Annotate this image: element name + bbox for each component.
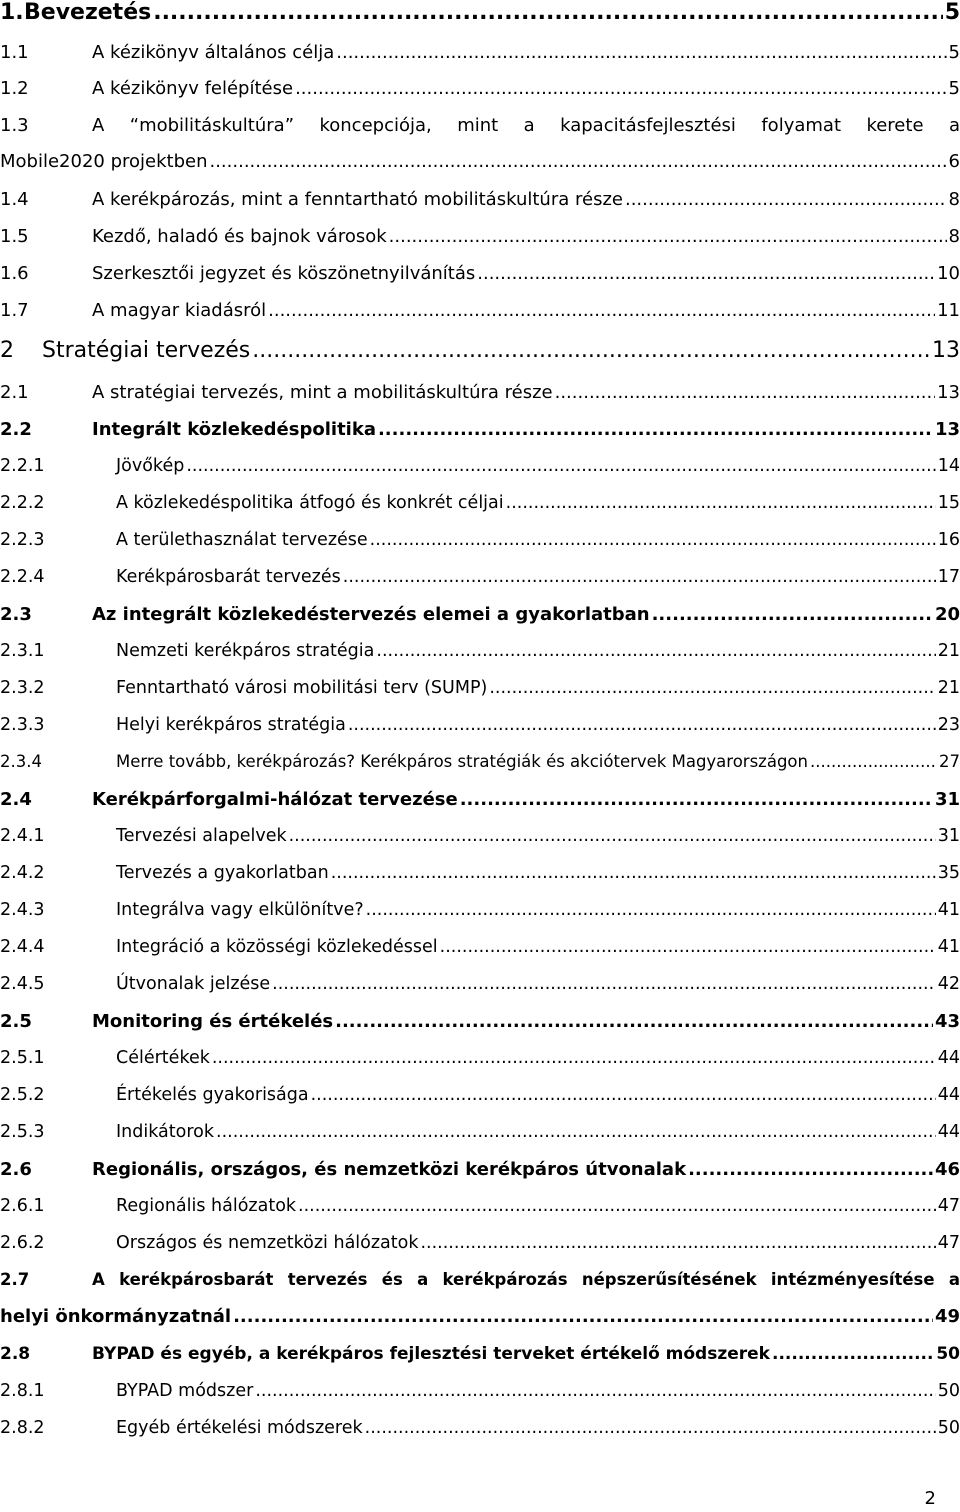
toc-title: A közlekedéspolitika átfogó és konkrét céljai	[116, 493, 504, 513]
toc-number: 2.3.2	[0, 678, 45, 698]
toc-leader	[216, 1122, 936, 1142]
toc-entry[interactable]	[0, 1085, 960, 1115]
toc-page: 31	[937, 826, 960, 846]
toc-title: Regionális hálózatok	[116, 1196, 297, 1216]
toc-title: Nemzeti kerékpáros stratégia	[116, 641, 375, 661]
toc-leader	[688, 1159, 933, 1180]
toc-number: 2.4.2	[0, 863, 45, 883]
toc-entry[interactable]	[0, 863, 960, 893]
toc-page: 21	[937, 641, 960, 661]
toc-page: 13	[937, 382, 960, 403]
toc-leader	[268, 300, 935, 321]
toc-title: Integráció a közösségi közlekedéssel	[116, 937, 438, 957]
toc-number: 2.6.2	[0, 1233, 45, 1253]
toc-leader	[366, 900, 936, 920]
toc-leader	[343, 567, 936, 587]
toc-title: A kézikönyv felépítése	[92, 78, 294, 99]
toc-entry[interactable]	[0, 338, 960, 368]
toc-entry[interactable]	[0, 1122, 960, 1152]
toc-leader	[376, 641, 935, 661]
toc-title: Kezdő, haladó és bajnok városok	[92, 226, 387, 247]
toc-title: BYPAD módszer	[116, 1381, 254, 1401]
toc-number: 1.7	[0, 300, 29, 321]
toc-leader	[365, 1418, 936, 1438]
toc-title: Tervezés a gyakorlatban	[116, 863, 329, 883]
toc-title: Tervezési alapelvek	[116, 826, 287, 846]
toc-page: 27	[939, 752, 960, 771]
toc-leader	[311, 1085, 936, 1105]
toc-page: 47	[937, 1196, 960, 1216]
toc-entry[interactable]	[0, 226, 960, 256]
toc-leader	[772, 1344, 934, 1364]
toc-page: 46	[934, 1159, 960, 1180]
toc-page: 31	[934, 789, 960, 810]
toc-leader	[810, 752, 937, 771]
toc-title: A területhasználat tervezése	[116, 530, 368, 550]
toc-title: Indikátorok	[116, 1122, 214, 1142]
toc-title: A stratégiai tervezés, mint a mobilitáskultúra része	[92, 382, 553, 403]
toc-entry[interactable]	[0, 456, 960, 486]
toc-page: 8	[948, 226, 960, 247]
toc-leader	[652, 604, 933, 625]
toc-page: 44	[937, 1085, 960, 1105]
page-number: 2	[924, 1488, 936, 1509]
toc-leader	[420, 1233, 935, 1253]
toc-number: 2	[0, 338, 14, 363]
toc-number: 2.2	[0, 419, 32, 440]
toc-number: 1.1	[0, 42, 29, 63]
toc-title: Helyi kerékpáros stratégia	[116, 715, 346, 735]
toc-number: 2.2.1	[0, 456, 45, 476]
toc-entry[interactable]	[0, 530, 960, 560]
toc-title: A kerékpározás, mint a fenntartható mobilitáskultúra része	[92, 189, 623, 210]
toc-number: 2.5	[0, 1011, 32, 1032]
toc-number: 1.2	[0, 78, 29, 99]
toc-number: 2.4.5	[0, 974, 45, 994]
toc-number: 1.	[0, 0, 24, 25]
toc-title: BYPAD és egyéb, a kerékpáros fejlesztési terveket értékelő módszerek	[92, 1344, 770, 1364]
toc-entry[interactable]	[0, 1344, 960, 1374]
toc-number: 2.5.2	[0, 1085, 45, 1105]
toc-page: 14	[937, 456, 960, 476]
toc-entry[interactable]	[0, 78, 960, 108]
toc-entry[interactable]	[0, 937, 960, 967]
toc-title: Merre tovább, kerékpározás? Kerékpáros stratégiák és akciótervek Magyarországon	[116, 752, 808, 771]
toc-number: 1.6	[0, 263, 29, 284]
toc-leader	[233, 1306, 933, 1327]
toc-entry[interactable]	[0, 789, 960, 819]
toc-page: 11	[937, 300, 960, 321]
toc-number: 1.3	[0, 115, 29, 136]
toc-page: 47	[937, 1233, 960, 1253]
toc-entry[interactable]	[0, 189, 960, 219]
toc-number: 2.4	[0, 789, 32, 810]
toc-entry[interactable]	[0, 115, 960, 179]
toc-number: 2.1	[0, 382, 29, 403]
toc-number: 2.2.2	[0, 493, 45, 513]
toc-title: Bevezetés	[24, 0, 152, 25]
toc-title-continued: helyi önkormányzatnál	[0, 1306, 232, 1327]
toc-entry[interactable]	[0, 1196, 960, 1226]
toc-leader	[389, 226, 947, 247]
toc-leader	[209, 151, 946, 172]
toc-entry[interactable]	[0, 300, 960, 330]
toc-title: A kerékpárosbarát tervezés és a kerékpározás népszerűsítésének intézményesítése a	[92, 1270, 960, 1289]
toc-entry[interactable]	[0, 715, 960, 745]
toc-number: 2.5.1	[0, 1048, 45, 1068]
toc-leader	[153, 0, 942, 25]
toc-page: 42	[937, 974, 960, 994]
toc-entry[interactable]	[0, 493, 960, 523]
toc-number: 2.2.4	[0, 567, 45, 587]
toc-page: 13	[934, 419, 960, 440]
toc-page: 44	[937, 1122, 960, 1142]
toc-number: 2.6.1	[0, 1196, 45, 1216]
toc-leader	[295, 78, 946, 99]
toc-entry[interactable]	[0, 826, 960, 856]
toc-leader	[212, 1048, 936, 1068]
toc-number: 2.3.3	[0, 715, 45, 735]
toc-title: Fenntartható városi mobilitási terv (SUMP)	[116, 678, 488, 698]
toc-number: 1.5	[0, 226, 29, 247]
toc-number: 2.4.4	[0, 937, 45, 957]
toc-page: 41	[937, 900, 960, 920]
toc-title: Stratégiai tervezés	[42, 338, 251, 363]
toc-page: 5	[948, 42, 960, 63]
toc-leader	[625, 189, 947, 210]
toc-title: Egyéb értékelési módszerek	[116, 1418, 363, 1438]
toc-number: 2.6	[0, 1159, 32, 1180]
toc-page: 20	[934, 604, 960, 625]
toc-title: Kerékpárosbarát tervezés	[116, 567, 341, 587]
toc-leader	[489, 678, 935, 698]
toc-entry[interactable]	[0, 678, 960, 708]
toc-number: 2.8	[0, 1344, 31, 1364]
toc-page: 21	[937, 678, 960, 698]
toc-title: A magyar kiadásról	[92, 300, 267, 321]
toc-title: Regionális, országos, és nemzetközi kerékpáros útvonalak	[92, 1159, 687, 1180]
toc-title: Szerkesztői jegyzet és köszönetnyilvánítás	[92, 263, 476, 284]
toc-entry[interactable]	[0, 1418, 960, 1448]
toc-page: 8	[948, 189, 960, 210]
toc-page: 49	[934, 1306, 960, 1327]
toc-page: 10	[937, 263, 960, 284]
toc-leader	[289, 826, 936, 846]
toc-page: 5	[944, 0, 960, 25]
toc-page: 6	[948, 151, 960, 172]
toc-title: Jövőkép	[116, 456, 185, 476]
toc-leader	[252, 338, 930, 363]
toc-page: 50	[937, 1418, 960, 1438]
toc-entry[interactable]	[0, 1233, 960, 1263]
toc-leader	[348, 715, 936, 735]
toc-entry[interactable]	[0, 900, 960, 930]
toc-page: 15	[937, 493, 960, 513]
toc-number: 2.3.1	[0, 641, 45, 661]
toc-leader	[555, 382, 935, 403]
toc-page: 13	[932, 338, 960, 363]
toc-page: 35	[937, 863, 960, 883]
toc-leader	[506, 493, 936, 513]
toc-page: 16	[937, 530, 960, 550]
toc-leader	[378, 419, 933, 440]
toc-title: Monitoring és értékelés	[92, 1011, 334, 1032]
toc-page: 23	[937, 715, 960, 735]
toc-title: Integrálva vagy elkülönítve?	[116, 900, 364, 920]
toc-page: 50	[936, 1344, 960, 1364]
toc-page: 50	[937, 1381, 960, 1401]
toc-leader	[335, 1011, 933, 1032]
toc-leader	[186, 456, 935, 476]
toc-entry[interactable]	[0, 752, 960, 782]
toc-entry[interactable]	[0, 263, 960, 293]
toc-title: Célértékek	[116, 1048, 210, 1068]
toc-leader	[331, 863, 936, 883]
toc-page: 44	[937, 1048, 960, 1068]
toc-entry[interactable]	[0, 1048, 960, 1078]
toc-page: 43	[934, 1011, 960, 1032]
toc-number: 2.8.2	[0, 1418, 45, 1438]
toc-number: 2.3	[0, 604, 32, 625]
toc-title-continued: Mobile2020 projektben	[0, 151, 208, 172]
toc-page: 17	[937, 567, 960, 587]
toc-title: A “mobilitáskultúra” koncepciója, mint a kapacitásfejlesztési folyamat kerete a	[92, 115, 960, 136]
toc-leader	[255, 1381, 935, 1401]
toc-entry[interactable]	[0, 1159, 960, 1189]
toc-leader	[336, 42, 946, 63]
toc-entry[interactable]	[0, 0, 960, 30]
toc-leader	[477, 263, 935, 284]
toc-number: 2.2.3	[0, 530, 45, 550]
toc-title: Az integrált közlekedéstervezés elemei a gyakorlatban	[92, 604, 650, 625]
toc-number: 2.3.4	[0, 752, 42, 771]
toc-entry[interactable]	[0, 42, 960, 72]
toc-number: 2.7	[0, 1270, 30, 1289]
toc-entry[interactable]	[0, 1011, 960, 1041]
toc-leader	[460, 789, 933, 810]
toc-title: Útvonalak jelzése	[116, 974, 271, 994]
toc-leader	[298, 1196, 936, 1216]
toc-entry[interactable]	[0, 974, 960, 1004]
toc-title: Kerékpárforgalmi-hálózat tervezése	[92, 789, 458, 810]
toc-leader	[272, 974, 936, 994]
toc-entry[interactable]	[0, 567, 960, 597]
toc-page: 5	[948, 78, 960, 99]
toc-leader	[440, 937, 936, 957]
toc-entry[interactable]	[0, 419, 960, 449]
toc-entry[interactable]	[0, 1270, 960, 1334]
toc-title: Integrált közlekedéspolitika	[92, 419, 376, 440]
toc-page: 41	[937, 937, 960, 957]
toc-entry[interactable]	[0, 641, 960, 671]
toc-number: 1.4	[0, 189, 29, 210]
toc-entry[interactable]	[0, 1381, 960, 1411]
toc-leader	[370, 530, 936, 550]
toc-entry[interactable]	[0, 604, 960, 634]
toc-title: Országos és nemzetközi hálózatok	[116, 1233, 419, 1253]
toc-entry[interactable]	[0, 382, 960, 412]
toc-number: 2.5.3	[0, 1122, 45, 1142]
toc-number: 2.8.1	[0, 1381, 45, 1401]
toc-title: Értékelés gyakorisága	[116, 1085, 309, 1105]
toc-title: A kézikönyv általános célja	[92, 42, 335, 63]
toc-number: 2.4.1	[0, 826, 45, 846]
toc-number: 2.4.3	[0, 900, 45, 920]
